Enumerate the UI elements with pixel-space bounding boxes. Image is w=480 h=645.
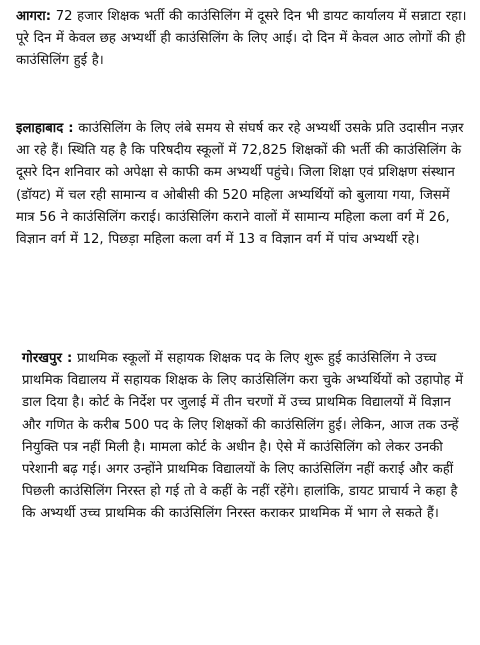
- paragraph-gorakhpur-text: प्राथमिक स्कूलों में सहायक शिक्षक पद के लिए शुरू हुई काउंसिलिंग ने उच्च प्राथमिक विद्यालय में सहायक शिक्षक के लिए काउंसिलिंग करा चुके अभ्यर्थियों को उहापोह में डाल दिया है। कोर्ट के निर्देश पर जुलाई में तीन चरणों में उच्च प्राथमिक विद्यालयों में विज्ञान और गणित के करीब 500 पद के लिए शिक्षकों की काउंसिलिंग हुई। लेकिन, आज तक उन्हें नियुक्ति पत्र नहीं मिली है। मामला कोर्ट के अधीन है। ऐसे में काउंसिलिंग को लेकर उनकी परेशानी बढ़ गई। अगर उन्होंने प्राथमिक विद्यालयों के लिए काउंसिलिंग नहीं कराई और कहीं पिछली काउंसिलिंग निरस्त हो गई तो वे कहीं के नहीं रहेंगे। हालांकि, डायट प्राचार्य ने कहा है कि अभ्यर्थी उच्च प्राथमिक की काउंसिलिंग निरस्त कराकर प्राथमिक में भाग ले सकते हैं।: [22, 351, 463, 522]
- paragraph-agra-text: 72 हजार शिक्षक भर्ती की काउंसिलिंग में दूसरे दिन भी डायट कार्यालय में सन्नाटा रहा। पूरे दिन में केवल छह अभ्यर्थी ही काउंसिलिंग के लिए आई। दो दिन में केवल आठ लोगों की ही काउंसिलिंग हुई है।: [16, 9, 467, 69]
- place-name-agra: आगरा:: [16, 9, 51, 24]
- place-name-allahabad: इलाहाबाद :: [16, 121, 74, 136]
- paragraph-gorakhpur: [22, 348, 468, 526]
- paragraph-agra: [16, 6, 468, 73]
- place-name-gorakhpur: गोरखपुर :: [22, 351, 73, 366]
- paragraph-allahabad-text: काउंसिलिंग के लिए लंबे समय से संघर्ष कर रहे अभ्यर्थी उसके प्रति उदासीन नज़र आ रहे हैं। स्थिति यह है कि परिषदीय स्कूलों में 72,825 शिक्षकों की भर्ती की काउंसिलिंग के दूसरे दिन शनिवार को अपेक्षा से काफी कम अभ्यर्थी पहुंचे। जिला शिक्षा एवं प्रशिक्षण संस्थान (डॉयट) में चल रही सामान्य व ओबीसी की 520 महिला अभ्यर्थियों को बुलाया गया, जिसमें मात्र 56 ने काउंसिलिंग कराई। काउंसिलिंग कराने वालों में सामान्य महिला कला वर्ग में 26, विज्ञान वर्ग में 12, पिछड़ा महिला कला वर्ग में 13 व विज्ञान वर्ग में पांच अभ्यर्थी रहे।: [16, 121, 464, 248]
- paragraph-allahabad: [16, 118, 468, 251]
